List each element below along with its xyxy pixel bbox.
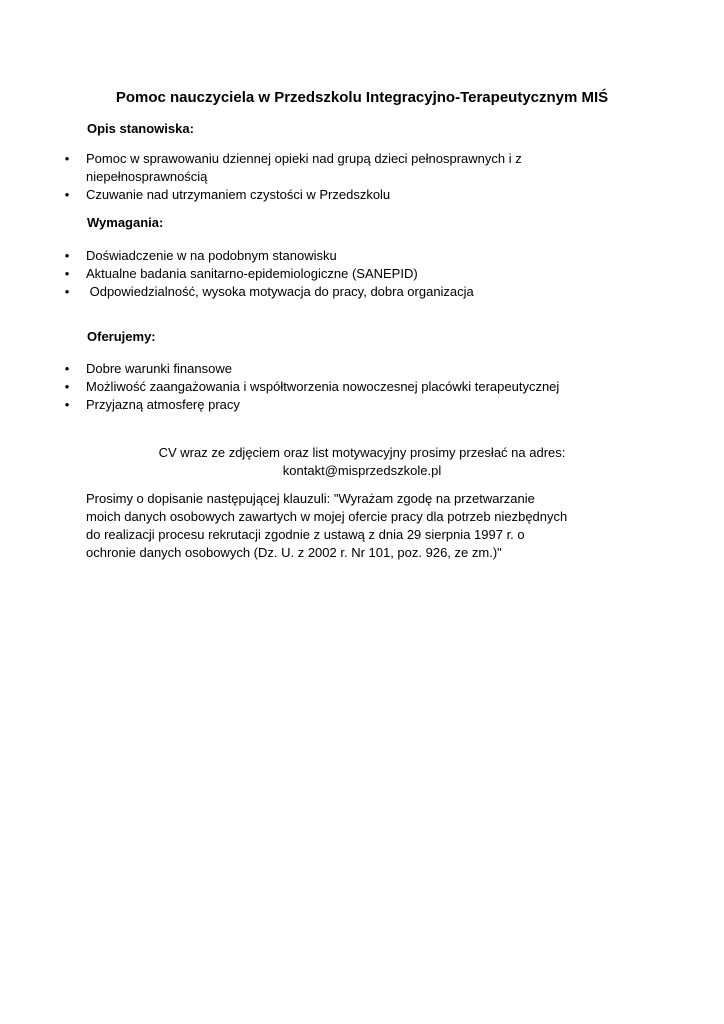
list-item-text: Czuwanie nad utrzymaniem czystości w Przedszkolu [86, 187, 391, 202]
list-item [62, 378, 582, 396]
list-item [62, 247, 582, 265]
list-item-text: Pomoc w sprawowaniu dziennej opieki nad grupą dzieci pełnosprawnych i z niepełnosprawnością [86, 151, 522, 184]
section-heading-offer: Oferujemy: [87, 329, 156, 344]
bullet-icon: • [64, 361, 70, 376]
list-item-text: Możliwość zaangażowania i współtworzenia nowoczesnej placówki terapeutycznej [86, 379, 560, 394]
list-item-text: Aktualne badania sanitarno-epidemiologiczne (SANEPID) [86, 266, 418, 281]
list-item-text: Dobre warunki finansowe [86, 361, 232, 376]
list-item [62, 150, 582, 186]
section-heading-job-description: Opis stanowiska: [87, 121, 194, 136]
list-item [62, 283, 582, 301]
cv-instructions [0, 444, 724, 480]
list-item-text: Przyjazną atmosferę pracy [86, 397, 240, 412]
bullet-icon: • [64, 266, 70, 281]
cv-text: CV wraz ze zdjęciem oraz list motywacyjny prosimy przesłać na adres: [158, 445, 566, 460]
job-description-list [62, 150, 582, 204]
contact-email: kontakt@misprzedszkole.pl [282, 463, 442, 478]
page-title: Pomoc nauczyciela w Przedszkolu Integracyjno-Terapeutycznym MIŚ [115, 89, 609, 106]
bullet-icon: • [64, 397, 70, 412]
bullet-icon: • [64, 284, 70, 299]
bullet-icon: • [64, 151, 70, 166]
requirements-list [62, 247, 582, 301]
data-consent-clause: Prosimy o dopisanie następującej klauzuli: "Wyrażam zgodę na przetwarzanie moich danych osobowych zawartych w mojej ofercie pracy dla potrzeb niezbędnych do realizacji procesu rekrutacji zgodnie z ustawą z dnia 29 sierpnia 1997 r. o ochronie danych osobowych (Dz. U. z 2002 r. Nr 101, poz. 926, ze zm.)" [86, 491, 568, 560]
bullet-icon: • [64, 379, 70, 394]
section-heading-requirements: Wymagania: [87, 215, 164, 230]
list-item [62, 396, 582, 414]
offer-list [62, 360, 582, 414]
list-item [62, 186, 582, 204]
list-item-text: Odpowiedzialność, wysoka motywacja do pracy, dobra organizacja [86, 284, 474, 299]
list-item-text: Doświadczenie w na podobnym stanowisku [86, 248, 337, 263]
bullet-icon: • [64, 187, 70, 202]
list-item [62, 265, 582, 283]
bullet-icon: • [64, 248, 70, 263]
list-item [62, 360, 582, 378]
